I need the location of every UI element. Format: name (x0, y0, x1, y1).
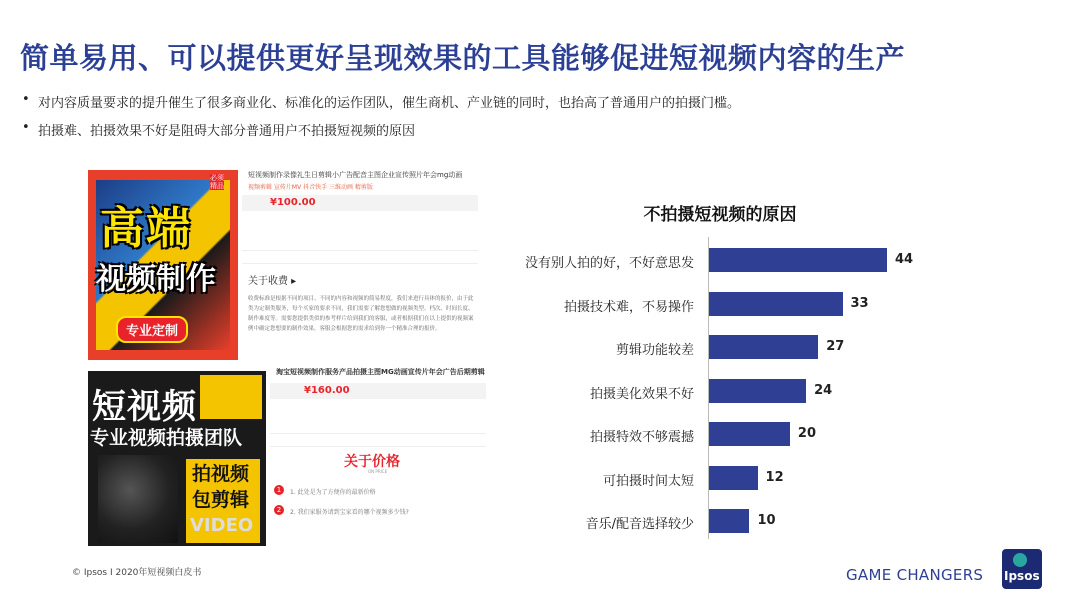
promo-text (192, 461, 249, 513)
listing-2-price: ¥160.00 (304, 385, 350, 396)
category-label-6: 可拍摄时间太短 (602, 473, 694, 489)
value-label-6: 12 (765, 469, 784, 485)
product-image-1 (88, 170, 238, 360)
video-label: VIDEO (190, 515, 254, 536)
product-image-1-sub: 视频制作 (96, 262, 216, 297)
product-image-1-headline: 高端 (100, 203, 192, 254)
listing-1-stats-bar (242, 250, 478, 264)
product-listing-2 (270, 365, 486, 545)
product-image-1-badge: 专业定制 (116, 316, 188, 343)
list-number-1: 1 (274, 485, 284, 495)
tagline: GAME CHANGERS (846, 566, 984, 584)
page-title: 简单易用、可以提供更好呈现效果的工具能够促进短视频内容的生产 (20, 41, 906, 75)
bullet-item-2: • 拍摄难、拍摄效果不好是阻碍大部分普通用户不拍摄短视频的原因 (38, 120, 740, 139)
listing-1-price-bar (242, 195, 478, 211)
listing-1-section-title: 关于收费 ▸ (248, 276, 297, 287)
listing-2-section-title: 关于价格 (344, 454, 400, 470)
chart-title: 不拍摄短视频的原因 (643, 205, 797, 225)
value-label-5: 20 (797, 426, 816, 441)
promo-line-1: 拍视频 (192, 463, 250, 485)
category-label-2: 拍摄技术难，不易操作 (563, 299, 694, 315)
bar-6 (709, 466, 758, 490)
listing-1-paragraph: 收费标准是根据不同的项目、不同的内容和视频的简易程度，我们来进行具体的报价，由于此类为定制类服务，每个买家的要求不同，我们需要了解您想做的视频类型、档次、时间长度、制作难度等。需要您提供类似的参考样片给到我们的客服，或者根据我们在以上提供的视频案例中确定您想要的制作效果，客服会根据您的需求给到你一个精准合理的报价。 (248, 296, 474, 332)
value-label-4: 24 (814, 382, 833, 398)
listing-2-item-1: 1. 此处是为了方便你的最新价格 (290, 489, 376, 496)
category-label-3: 剪辑功能较差 (615, 343, 694, 358)
value-label-7: 10 (757, 513, 776, 528)
value-label-3: 27 (826, 339, 845, 354)
product-listing-1 (242, 168, 478, 360)
listing-1-title: 短视频制作录像礼生日剪辑小广告配音主图企业宣传照片年会mg动画 (248, 171, 463, 179)
product-image-2-sub: 专业视频拍摄团队 (90, 427, 243, 449)
category-label-7: 音乐/配音选择较少 (585, 517, 694, 532)
category-label-1: 没有别人拍的好，不好意思发 (524, 256, 694, 271)
bullet-item-1: • 对内容质量要求的提升催生了很多商业化、标准化的运作团队，催生商机、产业链的同时，也抬高了普通用户的拍摄门槛。 (38, 92, 740, 111)
bar-1 (709, 248, 887, 272)
promo-line-2: 包剪辑 (192, 489, 250, 511)
bar-7 (709, 509, 749, 533)
camera-operator-photo (98, 455, 178, 543)
listing-2-item-2: 2. 我们家服务请到宝家看的哪个视频多少钱? (290, 509, 409, 516)
value-label-1: 44 (895, 252, 914, 267)
listing-2-stats-bar (270, 433, 486, 447)
bullet-list (38, 92, 740, 148)
product-image-2-headline: 短视频 (92, 387, 197, 427)
list-number-2: 2 (274, 505, 284, 515)
logo-circle (1013, 553, 1027, 567)
bar-4 (709, 379, 806, 403)
listing-2-title: 淘宝短视频制作服务产品拍摄主图MG动画宣传片年会广告后期剪辑 (276, 368, 485, 376)
logo-text: Ipsos (1004, 569, 1040, 583)
listing-2-price-bar (270, 383, 486, 399)
listing-2-section-subtitle: ON PRICE (368, 469, 388, 474)
bar-3 (709, 335, 818, 359)
bar-2 (709, 292, 843, 316)
product-image-2 (88, 371, 266, 546)
yellow-corner-block (200, 375, 262, 419)
listing-1-price: ¥100.00 (270, 197, 316, 208)
corner-tag: 必须精品 (210, 174, 224, 190)
bar-5 (709, 422, 790, 446)
category-label-5: 拍摄特效不够震撼 (589, 430, 694, 445)
ipsos-logo (1002, 549, 1042, 589)
footer-copyright: © Ipsos I 2020年短视频白皮书 (72, 568, 202, 578)
category-label-4: 拍摄美化效果不好 (589, 386, 694, 402)
listing-1-subtitle: 视频剪辑 宣传片MV 抖音快手 三维动画 精剪版 (248, 184, 373, 191)
value-label-2: 33 (850, 295, 869, 311)
